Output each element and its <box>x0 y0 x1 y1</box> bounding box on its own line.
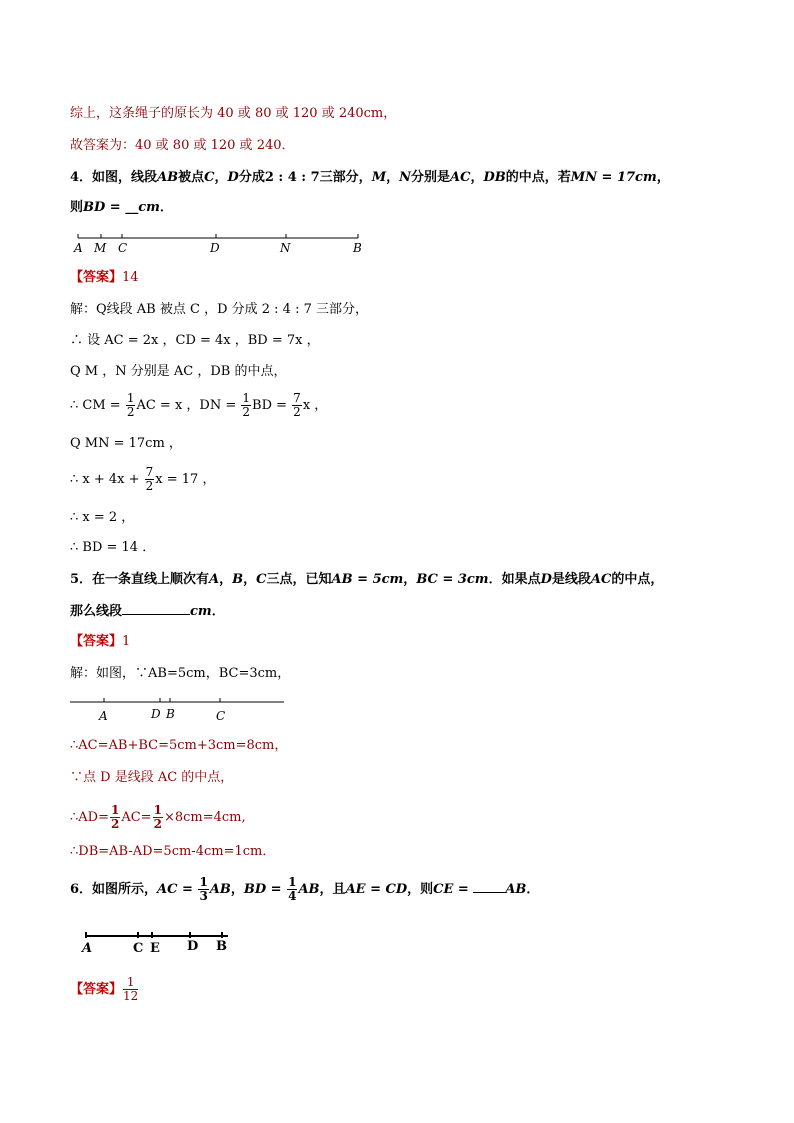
q4-label-D: D <box>210 241 220 255</box>
q5-solution-5: ∴DB=AB-AD=5cm-4cm=1cm． <box>70 844 276 859</box>
q4-solution-1: 解：Q线段 AB 被点 C ，D 分成 2 : 4 : 7 三部分， <box>70 302 368 317</box>
q4-label-B: B <box>353 241 362 255</box>
q6-label-A: A <box>82 941 93 956</box>
q5-label-D: D <box>151 707 161 721</box>
q4-solution-2: ∴ 设 AC = 2x ，CD = 4x ，BD = 7x ， <box>70 333 320 348</box>
q5-solution-2: ∴AC=AB+BC=5cm+3cm=8cm， <box>70 738 288 753</box>
q6-answer-blank <box>473 880 505 893</box>
q6-label-D: D <box>187 939 199 954</box>
q5-stem-line1: 5．在一条直线上顺次有A，B，C三点，已知AB = 5cm，BC = 3cm．如果点D是线段AC的中点， <box>70 572 664 587</box>
q6-segment-figure <box>80 928 240 960</box>
q4-stem-line1: 4．如图，线段AB被点C，D分成2 : 4 : 7三部分，M，N分别是AC，DB的中点，若MN = 17cm， <box>70 170 670 185</box>
q4-solution-7: ∴ x = 2 ， <box>70 510 135 525</box>
q5-solution-3: ∵点 D 是线段 AC 的中点， <box>70 770 234 785</box>
q5-answer: 【答案】1 <box>70 634 131 649</box>
prev-conclusion: 综上，这条绳子的原长为 40 或 80 或 120 或 240cm， <box>70 106 397 121</box>
q6-stem: 6．如图所示，AC = $\frac{1}{3}$ AB，BD = $\frac{1}{4}$ AB，且AE = CD，则CE = AB． <box>70 875 540 903</box>
q5-label-B: B <box>166 707 175 721</box>
q4-answer: 【答案】14 <box>70 270 139 285</box>
q5-solution-4: ∴AD= $\frac{1}{2}$ AC= $\frac{1}{2}$ ×8cm=4cm, <box>70 803 246 831</box>
q4-label-A: A <box>74 241 83 255</box>
q4-ticks <box>78 234 358 238</box>
q4-solution-8: ∴ BD = 14 ． <box>70 540 156 555</box>
q4-label-M: M <box>94 241 107 255</box>
q5-label-C: C <box>216 709 226 723</box>
q6-label-B: B <box>216 939 227 954</box>
q4-label-N: N <box>280 241 291 255</box>
q4-solution-4: ∴ CM = $\frac{1}{2}$ AC = x ，DN = $\frac{1}{2}$ BD = $\frac{7}{2}$ x ， <box>70 391 328 419</box>
q6-label-C: C <box>133 941 144 956</box>
q4-solution-6: ∴ x + 4x + $\frac{7}{2}$ x = 17 ， <box>70 465 216 493</box>
prev-answer: 故答案为：40 或 80 或 120 或 240． <box>70 138 295 153</box>
q4-label-C: C <box>118 241 128 255</box>
q4-solution-5: Q MN = 17cm ， <box>70 436 182 451</box>
q5-segment-figure <box>70 694 290 726</box>
q6-answer: 【答案】 $\frac{1}{12}$ <box>70 975 139 1003</box>
q5-solution-1: 解：如图，∵AB=5cm，BC=3cm， <box>70 666 291 681</box>
q4-stem-line2: 则BD = __cm． <box>70 200 173 215</box>
q6-label-E: E <box>150 941 160 956</box>
q5-label-A: A <box>99 709 108 723</box>
q4-solution-3: Q M ，N 分别是 AC ，DB 的中点， <box>70 364 287 379</box>
q4-segment-figure <box>70 228 370 258</box>
q5-answer-blank <box>122 602 190 615</box>
q5-stem-line2: 那么线段 cm． <box>70 604 225 619</box>
